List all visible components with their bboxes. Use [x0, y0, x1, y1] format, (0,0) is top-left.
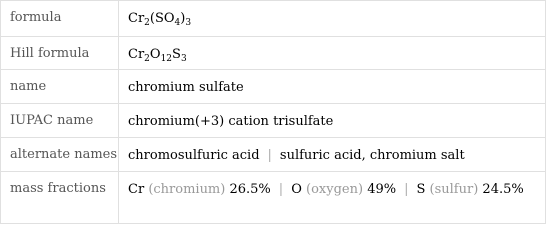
table-row-iupac-name: [1, 104, 546, 138]
formula-symbol: (SO: [149, 11, 175, 26]
formula-subscript: 3: [180, 54, 187, 64]
formula-symbol: Cr: [128, 47, 145, 62]
row-label: name: [10, 79, 47, 94]
row-label-cell: [1, 37, 119, 70]
element-symbol: S: [416, 182, 426, 197]
iupac-name: chromium(+3) cation trisulfate: [128, 114, 334, 129]
row-label-cell: [1, 70, 119, 104]
mass-percent: 49%: [367, 182, 397, 197]
element-name: (chromium): [148, 182, 226, 197]
alternate-names-list: [119, 138, 545, 165]
row-label-cell: [1, 1, 119, 37]
row-value-cell: [119, 104, 546, 138]
formula-subscript: 12: [160, 54, 173, 64]
formula-symbol: ): [180, 11, 186, 26]
table-row-alternate-names: [1, 138, 546, 172]
row-label-cell: [1, 172, 119, 224]
alternate-name: sulfuric acid, chromium salt: [279, 148, 465, 163]
element-symbol: O: [291, 182, 302, 197]
row-value-cell: [119, 1, 546, 37]
formula-subscript: 2: [144, 54, 150, 64]
row-label: formula: [10, 10, 62, 25]
mass-percent: 26.5%: [229, 182, 271, 197]
row-value-cell: [119, 37, 546, 70]
hill-formula: [119, 37, 545, 64]
formula-subscript: 4: [174, 18, 181, 28]
compound-name: chromium sulfate: [128, 80, 244, 95]
table-row-mass-fractions: [1, 172, 546, 224]
row-label-cell: [1, 104, 119, 138]
element-name: (sulfur): [429, 182, 479, 197]
alternate-name: chromosulfuric acid: [128, 148, 260, 163]
mass-fractions-list: [119, 172, 545, 199]
separator: |: [267, 148, 272, 163]
row-label: IUPAC name: [10, 113, 94, 128]
row-label: mass fractions: [10, 181, 106, 196]
formula-subscript: 2: [144, 18, 150, 28]
table-row-name: [1, 70, 546, 104]
element-name: (oxygen): [306, 182, 364, 197]
row-label: alternate names: [10, 147, 118, 162]
row-value-cell: [119, 138, 546, 172]
formula-symbol: O: [149, 47, 161, 62]
table-row-hill-formula: [1, 37, 546, 70]
chemical-formula: [119, 1, 545, 28]
row-label: Hill formula: [10, 46, 90, 61]
separator: |: [278, 182, 284, 197]
mass-percent: 24.5%: [482, 182, 524, 197]
row-label-cell: [1, 138, 119, 172]
separator: |: [404, 182, 409, 197]
table-row-formula: [1, 1, 546, 37]
element-symbol: Cr: [128, 182, 145, 197]
formula-subscript: 3: [185, 18, 192, 28]
row-value-cell: [119, 172, 546, 224]
formula-symbol: Cr: [128, 11, 145, 26]
formula-symbol: S: [172, 47, 181, 62]
row-value-cell: [119, 70, 546, 104]
